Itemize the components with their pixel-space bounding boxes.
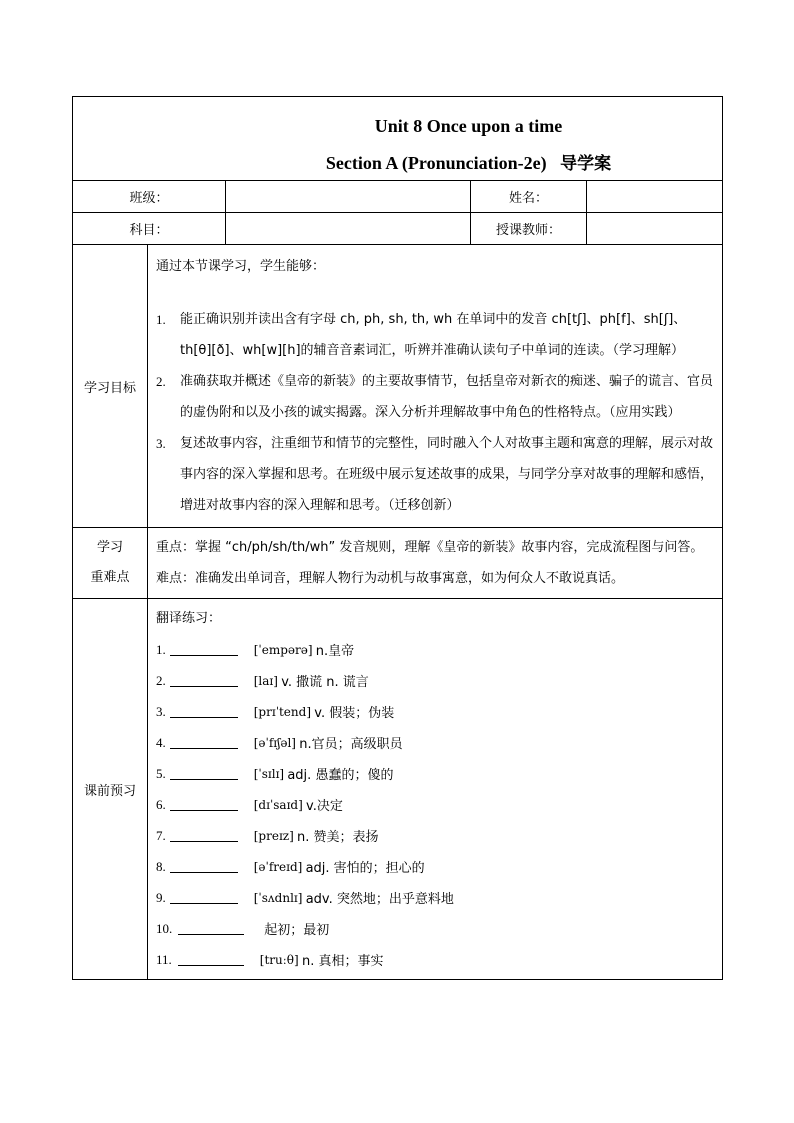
- vocab-item: [156, 851, 714, 882]
- vocab-item: [156, 789, 714, 820]
- class-label: 班级：: [73, 181, 226, 213]
- vocab-item: [156, 913, 714, 944]
- vocab-meaning: n. 真相；事实: [301, 954, 384, 969]
- vocab-ipa: [ˈsʌdnlɪ]: [253, 890, 303, 905]
- vocab-number: 1.: [156, 641, 166, 657]
- vocab-number: 10.: [156, 920, 173, 936]
- answer-blank[interactable]: [170, 860, 238, 873]
- section-title: Section A (Pronunciation-2e): [325, 152, 547, 173]
- vocab-ipa: [əˈfɪʃəl]: [253, 735, 296, 750]
- vocab-item: [156, 820, 714, 851]
- preview-label: 课前预习: [73, 599, 148, 980]
- class-field[interactable]: [226, 181, 471, 213]
- vocab-meaning: adv. 突然地；出乎意料地: [305, 892, 454, 907]
- vocab-ipa: [ˈsɪlɪ]: [253, 766, 285, 781]
- name-label: 姓名：: [471, 181, 587, 213]
- answer-blank[interactable]: [170, 705, 238, 718]
- teacher-field[interactable]: [587, 213, 723, 245]
- goal-item: 1. 能正确识别并读出含有字母 ch, ph, sh, th, wh 在单词中的发音 ch[tʃ]、ph[f]、sh[ʃ]、th[θ][ð]、wh[w][h]的辅音音素词汇，听辨并准确认读句子中单词的连读。（学习理解）: [156, 312, 687, 358]
- vocab-ipa: [əˈfreɪd]: [253, 859, 303, 874]
- vocab-item: [156, 696, 714, 727]
- vocab-number: 7.: [156, 827, 166, 843]
- goal-item: 3. 复述故事内容，注重细节和情节的完整性，同时融入个人对故事主题和寓意的理解，展示对故事内容的深入掌握和思考。在班级中展示复述故事的成果，与同学分享对故事的理解和感悟，增进对故事内容的深入理解和思考。（迁移创新）: [156, 436, 714, 513]
- answer-blank[interactable]: [178, 922, 244, 935]
- goals-intro: 通过本节课学习，学生能够：: [156, 259, 326, 274]
- vocab-meaning: n.官员；高级职员: [299, 737, 403, 752]
- vocab-number: 9.: [156, 889, 166, 905]
- vocab-number: 8.: [156, 858, 166, 874]
- vocab-meaning: v. 撒谎 n. 谎言: [281, 675, 369, 690]
- vocab-meaning: adj. 愚蠢的；傻的: [287, 768, 394, 783]
- preview-content: [148, 599, 723, 980]
- answer-blank[interactable]: [170, 891, 238, 904]
- vocab-ipa: [ˈempərə]: [253, 642, 313, 657]
- goals-label: 学习目标: [73, 245, 148, 528]
- vocab-item: [156, 944, 714, 975]
- answer-blank[interactable]: [178, 953, 244, 966]
- vocab-number: 11.: [156, 951, 172, 967]
- answer-blank[interactable]: [170, 767, 238, 780]
- vocab-ipa: [preɪz]: [253, 828, 294, 843]
- vocab-ipa: [truːθ]: [259, 952, 299, 967]
- guide-table: [72, 96, 723, 980]
- vocab-meaning: 起初；最初: [264, 923, 330, 938]
- vocab-ipa: [prɪˈtend]: [253, 704, 312, 719]
- vocab-meaning: n. 赞美；表扬: [297, 830, 379, 845]
- answer-blank[interactable]: [170, 643, 238, 656]
- vocab-number: 2.: [156, 672, 166, 688]
- vocab-item: [156, 882, 714, 913]
- vocab-number: 3.: [156, 703, 166, 719]
- subject-field[interactable]: [226, 213, 471, 245]
- answer-blank[interactable]: [170, 736, 238, 749]
- name-field[interactable]: [587, 181, 723, 213]
- answer-blank[interactable]: [170, 798, 238, 811]
- vocab-meaning: adj. 害怕的；担心的: [305, 861, 425, 876]
- answer-blank[interactable]: [170, 674, 238, 687]
- goals-content: [148, 245, 723, 528]
- unit-title: Unit 8 Once upon a time: [374, 115, 563, 136]
- vocab-ipa: [laɪ]: [253, 673, 278, 688]
- teacher-label: 授课教师：: [471, 213, 587, 245]
- vocab-meaning: v.决定: [306, 799, 343, 814]
- vocab-item: [156, 665, 714, 696]
- vocab-item: [156, 758, 714, 789]
- preview-heading: 翻译练习：: [156, 611, 222, 626]
- key-points-content: [148, 528, 723, 599]
- guide-sheet: [72, 96, 722, 980]
- goal-item: 2. 准确获取并概述《皇帝的新装》的主要故事情节，包括皇帝对新衣的痴迷、骗子的谎言、官员的虚伪附和以及小孩的诚实揭露。深入分析并理解故事中角色的性格特点。（应用实践）: [156, 374, 714, 420]
- key-points-label: 学习 重难点: [73, 528, 148, 599]
- vocab-number: 6.: [156, 796, 166, 812]
- vocab-number: 4.: [156, 734, 166, 750]
- vocab-item: [156, 634, 714, 665]
- vocab-number: 5.: [156, 765, 166, 781]
- difficulty-text: 难点：准确发出单词音，理解人物行为动机与故事寓意，如为何众人不敢说真话。: [156, 571, 625, 586]
- focus-text: 重点：掌握 “ch/ph/sh/th/wh” 发音规则，理解《皇帝的新装》故事内容，完成流程图与问答。: [156, 540, 704, 555]
- subject-label: 科目：: [73, 213, 226, 245]
- vocab-item: [156, 727, 714, 758]
- guide-title: 导学案: [560, 153, 612, 174]
- vocab-ipa: [dɪˈsaɪd]: [253, 797, 303, 812]
- title-cell: [73, 97, 723, 181]
- answer-blank[interactable]: [170, 829, 238, 842]
- vocab-meaning: v. 假装；伪装: [314, 706, 395, 721]
- vocab-meaning: n.皇帝: [315, 644, 355, 659]
